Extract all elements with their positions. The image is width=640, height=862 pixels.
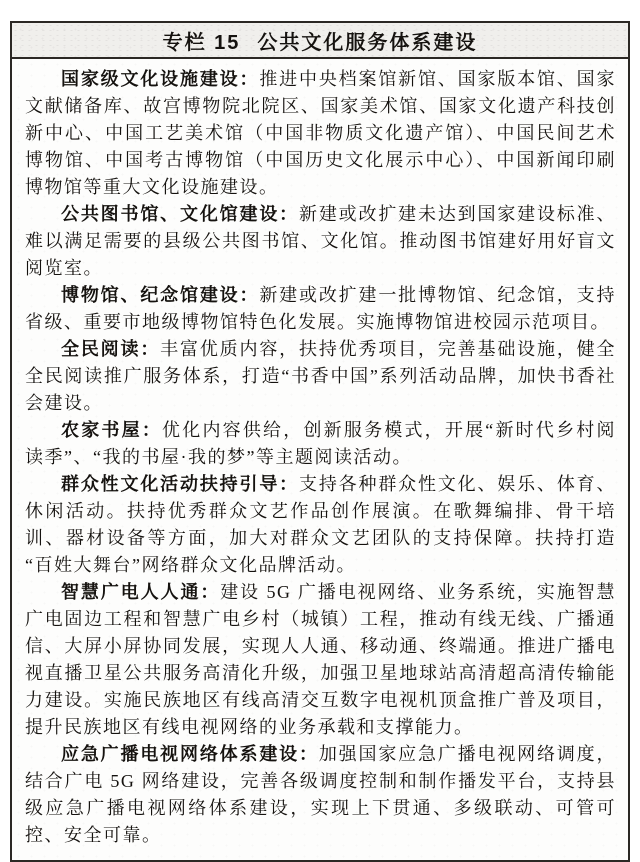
paragraph-lead: 全民阅读：	[61, 339, 161, 359]
paragraph-lead: 农家书屋：	[61, 420, 163, 440]
paragraph-text: 新建或改扩建一批博物馆、纪念馆，支持省级、重要市地级博物馆特色化发展。实施博物馆进校园示范项目。	[25, 285, 617, 332]
paragraph-lead: 公共图书馆、文化馆建设：	[61, 204, 299, 224]
paragraph-lead: 国家级文化设施建设：	[61, 69, 260, 89]
paragraph-text: 加强国家应急广播电视网络调度，结合广电 5G 网络建设，完善各级调度控制和制作播发平台，支持县级应急广播电视网络体系建设，实现上下贯通、多级联动、可管可控、安全可靠。	[25, 744, 617, 845]
paragraph-lead: 群众性文化活动扶持引导：	[61, 474, 299, 494]
paragraph	[25, 741, 616, 849]
paragraph	[25, 201, 616, 282]
paragraph-lead: 博物馆、纪念馆建设：	[61, 285, 260, 305]
paragraph	[25, 579, 616, 741]
paragraph	[25, 282, 616, 336]
paragraph-text: 新建或改扩建未达到国家建设标准、难以满足需要的县级公共图书馆、文化馆。推动图书馆建好用好盲文阅览室。	[25, 204, 616, 278]
paragraph	[25, 336, 616, 417]
paragraph-text: 丰富优质内容，扶持优秀项目，完善基础设施，健全全民阅读推广服务体系，打造“书香中国”系列活动品牌，加快书香社会建设。	[25, 339, 617, 413]
panel-header	[12, 23, 628, 59]
paragraph-text: 建设 5G 广播电视网络、业务系统，实施智慧广电固边工程和智慧广电乡村（城镇）工程，推动有线无线、广播通信、大屏小屏协同发展，实现人人通、移动通、终端通。推进广播电视直播卫星公共服务高清化升级，加强卫星地球站高清超高清传输能力建设。实施民族地区有线高清交互数字电视机顶盒推广普及项目，提升民族地区有线电视网络的业务承载和支撑能力。	[25, 582, 617, 737]
paragraph-text: 支持各种群众性文化、娱乐、体育、休闲活动。扶持优秀群众文艺作品创作展演。在歌舞编排、骨干培训、器材设备等方面，加大对群众文艺团队的支持保障。扶持打造“百姓大舞台”网络群众文化品牌活动。	[25, 474, 616, 575]
paragraph-text: 优化内容供给，创新服务模式，开展“新时代乡村阅读季”、“我的书屋·我的梦”等主题阅读活动。	[25, 420, 616, 467]
paragraph-lead: 智慧广电人人通：	[61, 582, 221, 602]
paragraph-lead: 应急广播电视网络体系建设：	[61, 744, 319, 764]
panel-body	[12, 59, 628, 860]
panel-title: 公共文化服务体系建设	[257, 31, 478, 54]
panel-title-prefix: 专栏 15	[162, 31, 241, 54]
paragraph	[25, 471, 616, 579]
paragraph	[25, 66, 616, 201]
paragraph-text: 推进中央档案馆新馆、国家版本馆、国家文献储备库、故宫博物院北院区、国家美术馆、国家文化遗产科技创新中心、中国工艺美术馆（中国非物质文化遗产馆）、中国民间艺术博物馆、中国考古博物馆（中国历史文化展示中心）、中国新闻印刷博物馆等重大文化设施建设。	[25, 69, 617, 197]
paragraph	[25, 417, 616, 471]
feature-box-panel	[10, 21, 630, 862]
